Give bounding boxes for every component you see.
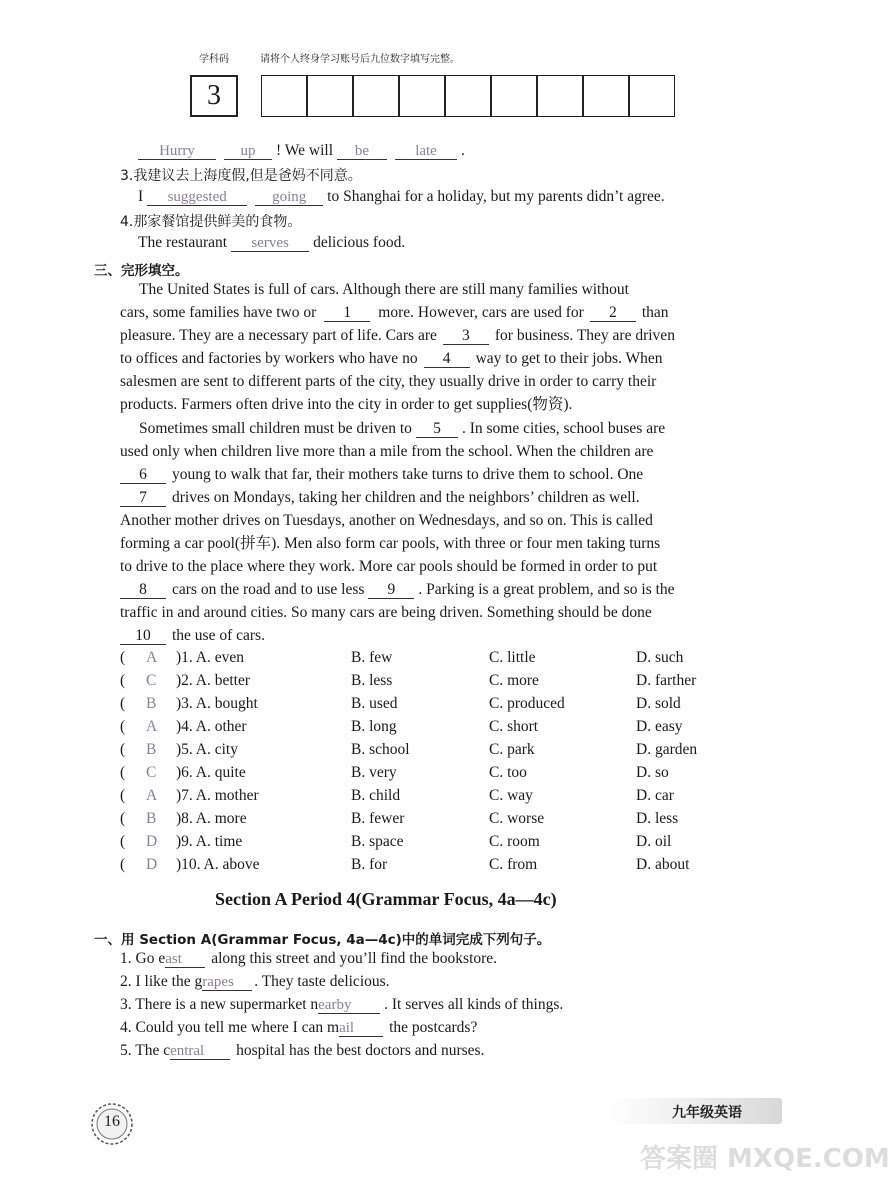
- cloze-p1-line4: [120, 347, 663, 370]
- answer-fill: ail: [339, 1020, 355, 1036]
- sentence-text: delicious food.: [313, 234, 406, 251]
- option-c[interactable]: C. short: [489, 718, 539, 735]
- cloze-p1-line3: [120, 324, 675, 347]
- watermark: 答案圈 MXQE.COM: [640, 1144, 890, 1174]
- option-d[interactable]: D. oil: [636, 833, 672, 850]
- sentence-text: cars, some families have two or: [120, 304, 317, 321]
- section-title: Section A Period 4(Grammar Focus, 4a—4c): [215, 889, 557, 909]
- paren-open: (: [120, 833, 126, 850]
- sentence-text: than: [641, 304, 669, 321]
- option-c[interactable]: C. way: [489, 787, 533, 804]
- choice-answer: A: [146, 718, 158, 735]
- answer-serves: serves: [251, 235, 289, 251]
- choice-answer: C: [146, 764, 157, 781]
- blank-5: 5: [416, 421, 458, 438]
- option-a[interactable]: )2. A. better: [176, 672, 251, 689]
- option-a[interactable]: )3. A. bought: [176, 695, 258, 712]
- sentence-text: . In some cities, school buses are: [461, 420, 666, 437]
- answer-going: going: [272, 189, 307, 205]
- choice-answer: C: [146, 672, 157, 689]
- option-d[interactable]: D. so: [636, 764, 669, 781]
- blank-3: 3: [443, 328, 489, 345]
- q4-chinese: 4.那家餐馆提供鲜美的食物。: [120, 214, 302, 230]
- option-d[interactable]: D. easy: [636, 718, 683, 735]
- page-number: 16: [104, 1113, 120, 1130]
- option-c[interactable]: C. park: [489, 741, 535, 758]
- sentence-text: 5. The c: [120, 1042, 171, 1059]
- option-d[interactable]: D. about: [636, 856, 690, 873]
- blank-2: 2: [590, 305, 636, 322]
- account-instruction: 请将个人终身学习账号后九位数字填写完整。: [260, 54, 460, 65]
- option-b[interactable]: B. very: [351, 764, 397, 781]
- q3-chinese: 3.我建议去上海度假,但是爸妈不同意。: [120, 168, 362, 184]
- paren-open: (: [120, 787, 126, 804]
- answer-hurry: Hurry: [159, 143, 195, 159]
- digit-cell[interactable]: [353, 75, 399, 117]
- answer-suggested: suggested: [167, 189, 227, 205]
- option-c[interactable]: C. room: [489, 833, 540, 850]
- section-item-1: [120, 950, 497, 968]
- paren-open: (: [120, 810, 126, 827]
- answer-fill: rapes: [202, 974, 234, 990]
- sentence-text: more. However, cars are used for: [378, 304, 584, 321]
- sentence-text: The restaurant: [138, 234, 228, 251]
- subject-code-label: 学科码: [199, 54, 229, 65]
- paren-open: (: [120, 649, 126, 666]
- option-b[interactable]: B. fewer: [351, 810, 405, 827]
- q4-english: [138, 234, 405, 252]
- section-item-5: [120, 1042, 484, 1060]
- cloze-p1-line5: salesmen are sent to different parts of the city, they usually drive in order to carry their: [120, 373, 657, 390]
- digit-cell[interactable]: [307, 75, 353, 117]
- digit-cell[interactable]: [491, 75, 537, 117]
- sentence-text: 3. There is a new supermarket n: [120, 996, 319, 1013]
- option-d[interactable]: D. less: [636, 810, 679, 827]
- answer-be: be: [354, 143, 370, 159]
- answer-up: up: [240, 143, 256, 159]
- sentence-text: cars on the road and to use less: [172, 581, 365, 598]
- option-a[interactable]: )6. A. quite: [176, 764, 246, 781]
- option-d[interactable]: D. sold: [636, 695, 681, 712]
- option-a[interactable]: )8. A. more: [176, 810, 247, 827]
- blank-9: 9: [368, 582, 414, 599]
- sentence-text: drives on Mondays, taking her children and the neighbors’ children as well.: [172, 489, 640, 506]
- paren-open: (: [120, 856, 126, 873]
- sentence-text: Sometimes small children must be driven to: [139, 420, 412, 437]
- cloze-p2-line4: [120, 486, 640, 509]
- sentence-text: 4. Could you tell me where I can m: [120, 1019, 340, 1036]
- option-b[interactable]: B. school: [351, 741, 410, 758]
- sentence-text: for business. They are driven: [494, 327, 675, 344]
- answer-fill: ast: [165, 951, 182, 967]
- choice-answer: A: [146, 787, 158, 804]
- blank-1: 1: [324, 305, 370, 322]
- choice-answer: B: [146, 695, 157, 712]
- sentence-text: way to get to their jobs. When: [475, 350, 663, 367]
- option-a[interactable]: )9. A. time: [176, 833, 243, 850]
- option-a[interactable]: )7. A. mother: [176, 787, 259, 804]
- option-c[interactable]: C. too: [489, 764, 527, 781]
- sentence-text: the postcards?: [389, 1019, 478, 1036]
- option-c[interactable]: C. worse: [489, 810, 545, 827]
- sentence-text: . Parking is a great problem, and so is the: [418, 581, 675, 598]
- sentence-text: along this street and you’ll find the bookstore.: [211, 950, 498, 967]
- choice-answer: B: [146, 741, 157, 758]
- page-number-badge: [88, 1100, 136, 1148]
- option-a[interactable]: )10. A. above: [176, 856, 260, 873]
- blank-7: 7: [120, 490, 166, 507]
- option-d[interactable]: D. such: [636, 649, 684, 666]
- option-b[interactable]: B. for: [351, 856, 388, 873]
- choice-answer: D: [146, 856, 158, 873]
- digit-cell[interactable]: [583, 75, 629, 117]
- cloze-p2-line8: [120, 578, 675, 601]
- sentence-text: to offices and factories by workers who have no: [120, 350, 418, 367]
- blank-8: 8: [120, 582, 166, 599]
- option-b[interactable]: B. few: [351, 649, 393, 666]
- digit-cell[interactable]: [445, 75, 491, 117]
- answer-fill: entral: [170, 1043, 205, 1059]
- sentence-end: .: [461, 142, 465, 159]
- digit-cell[interactable]: [399, 75, 445, 117]
- answer-late: late: [415, 143, 437, 159]
- sentence-text: pleasure. They are a necessary part of life. Cars are: [120, 327, 437, 344]
- sentence-text: . It serves all kinds of things.: [384, 996, 564, 1013]
- option-d[interactable]: D. farther: [636, 672, 697, 689]
- option-d[interactable]: D. car: [636, 787, 674, 804]
- choice-answer: A: [146, 649, 158, 666]
- blank-6: 6: [120, 467, 166, 484]
- cloze-p1-line2: [120, 301, 669, 324]
- blank-10: 10: [120, 628, 166, 645]
- answer-fill: earby: [318, 997, 352, 1013]
- cloze-p2-line6: forming a car pool(拼车). Men also form car pools, with three or four men taking turns: [120, 535, 661, 552]
- option-b[interactable]: B. long: [351, 718, 397, 735]
- book-label: 九年级英语: [672, 1105, 742, 1121]
- paren-open: (: [120, 741, 126, 758]
- paren-open: (: [120, 718, 126, 735]
- option-b[interactable]: B. used: [351, 695, 398, 712]
- cloze-p1-line1: The United States is full of cars. Although there are still many families without: [139, 281, 629, 298]
- q3-english: [138, 188, 665, 206]
- choice-answer: D: [146, 833, 158, 850]
- option-b[interactable]: B. less: [351, 672, 393, 689]
- option-c[interactable]: C. produced: [489, 695, 565, 712]
- section-item-2: [120, 973, 390, 991]
- digit-cell[interactable]: [261, 75, 307, 117]
- subject-code-box: [190, 75, 238, 117]
- digit-cell[interactable]: [537, 75, 583, 117]
- option-a[interactable]: )5. A. city: [176, 741, 238, 758]
- sentence-text: hospital has the best doctors and nurses.: [236, 1042, 485, 1059]
- cloze-p2-line5: Another mother drives on Tuesdays, another on Wednesdays, and so on. This is called: [120, 512, 653, 529]
- cloze-p2-line2: used only when children live more than a mile from the school. When the children are: [120, 443, 654, 460]
- sentence-text: to Shanghai for a holiday, but my parents didn’t agree.: [327, 188, 665, 205]
- cloze-heading: 三、完形填空。: [94, 263, 189, 279]
- sentence-text: the use of cars.: [172, 627, 265, 644]
- sentence-text: young to walk that far, their mothers take turns to drive them to school. One: [172, 466, 644, 483]
- sentence-text: ! We will: [276, 142, 334, 159]
- option-a[interactable]: )4. A. other: [176, 718, 247, 735]
- sentence-text: 1. Go e: [120, 950, 166, 967]
- paren-open: (: [120, 672, 126, 689]
- section-item-3: [120, 996, 563, 1014]
- option-c[interactable]: C. little: [489, 649, 536, 666]
- subject-code: 3: [207, 80, 221, 111]
- option-c[interactable]: C. from: [489, 856, 538, 873]
- digit-cell[interactable]: [629, 75, 675, 117]
- section-question-heading: 一、用 Section A(Grammar Focus, 4a—4c)中的单词完成下列句子。: [94, 932, 551, 948]
- choice-answer: B: [146, 810, 157, 827]
- blank-4: 4: [424, 351, 470, 368]
- sentence-text: 2. I like the g: [120, 973, 203, 990]
- cloze-p2-line10: [120, 624, 265, 647]
- cloze-p1-line6: products. Farmers often drive into the city in order to get supplies(物资).: [120, 396, 573, 413]
- sentence-text: I: [138, 188, 144, 205]
- cloze-p2-line3: [120, 463, 643, 486]
- cloze-p2-line1: [139, 417, 665, 440]
- option-c[interactable]: C. more: [489, 672, 539, 689]
- sentence-text: . They taste delicious.: [254, 973, 390, 990]
- option-a[interactable]: )1. A. even: [176, 649, 245, 666]
- option-d[interactable]: D. garden: [636, 741, 698, 758]
- paren-open: (: [120, 764, 126, 781]
- option-b[interactable]: B. space: [351, 833, 404, 850]
- option-b[interactable]: B. child: [351, 787, 401, 804]
- section-item-4: [120, 1019, 477, 1037]
- translation-line-2-answer: [138, 142, 465, 160]
- paren-open: (: [120, 695, 126, 712]
- cloze-p2-line9: traffic in and around cities. So many cars are being driven. Something should be done: [120, 604, 652, 621]
- cloze-p2-line7: to drive to the place where they work. More car pools should be formed in order to put: [120, 558, 658, 575]
